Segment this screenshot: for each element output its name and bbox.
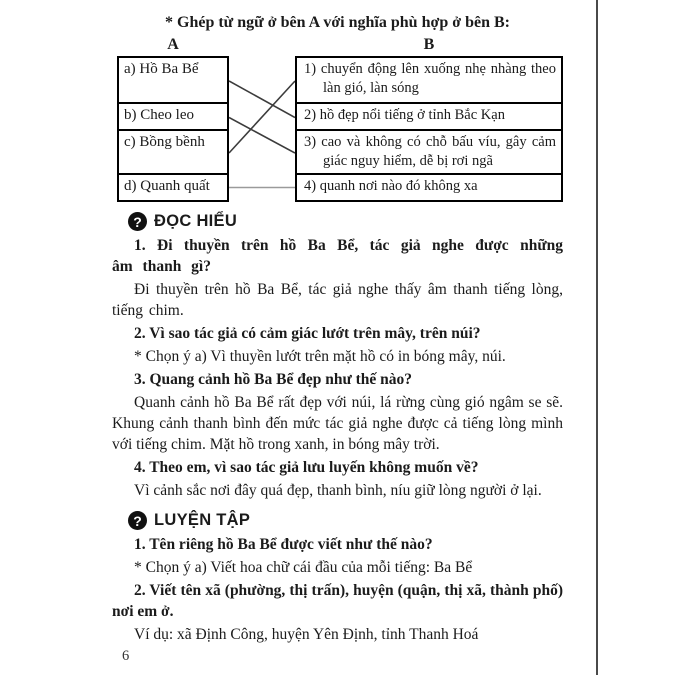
question-mark-icon (128, 511, 147, 530)
practice-answer-1: * Chọn ý a) Viết hoa chữ cái đầu của mỗi tiếng: Ba Bể (134, 559, 473, 576)
section-heading-label: LUYỆN TẬP (154, 511, 251, 529)
matching-column-headers (117, 36, 563, 56)
match-item-b4: 4) quanh nơi nào đó không xa (304, 178, 478, 194)
match-item-a1: a) Hồ Ba Bể (119, 58, 227, 104)
reading-answer-1: Đi thuyền trên hồ Ba Bể, tác giả nghe thấy âm thanh tiếng lòng, tiếng chim. (112, 281, 563, 319)
match-item-a3: c) Bồng bềnh (119, 131, 227, 175)
section-heading-doc-hieu (128, 212, 563, 231)
practice-question-2: 2. Viết tên xã (phường, thị trấn), huyện (quận, thị xã, thành phố) nơi em ở. (112, 582, 563, 620)
column-a (117, 56, 229, 202)
connector-lines (229, 58, 295, 204)
reading-question-3: 3. Quang cảnh hồ Ba Bể đẹp như thế nào? (134, 371, 413, 388)
header-spacer (229, 36, 295, 56)
matching-exercise (117, 36, 563, 202)
section-heading-label: ĐỌC HIỂU (154, 212, 238, 230)
match-item-a2: b) Cheo leo (119, 104, 227, 131)
page-edge-line (596, 0, 598, 675)
question-mark-icon (128, 212, 147, 231)
practice-example: Ví dụ: xã Định Công, huyện Yên Định, tỉnh Thanh Hoá (134, 626, 479, 643)
page-number: 6 (122, 648, 130, 664)
reading-question-2: 2. Vì sao tác giả có cảm giác lướt trên mây, trên núi? (134, 325, 481, 342)
section-heading-luyen-tap (128, 511, 563, 530)
reading-answer-2: * Chọn ý a) Vì thuyền lướt trên mặt hồ có in bóng mây, núi. (134, 348, 506, 365)
reading-answer-3: Quanh cảnh hồ Ba Bể rất đẹp với núi, lá rừng cùng gió ngâm se sẽ. Khung cảnh thanh bình đến mức tác giả nghe được cả tiếng lòng mình với tiếng chim. Mặt hồ trong xanh, in bóng mây trời. (112, 394, 563, 453)
reading-question-4: 4. Theo em, vì sao tác giả lưu luyến không muốn về? (134, 459, 479, 476)
column-b (295, 56, 563, 202)
match-item-b3: 3) cao và không có chỗ bấu víu, gây cảm giác nguy hiểm, dễ bị rơi ngã (297, 131, 561, 175)
reading-question-1: 1. Đi thuyền trên hồ Ba Bể, tác giả nghe được những âm thanh gì? (112, 237, 563, 275)
reading-answer-4: Vì cảnh sắc nơi đây quá đẹp, thanh bình, níu giữ lòng người ở lại. (134, 482, 542, 499)
column-b-header: B (423, 36, 435, 53)
column-a-header: A (167, 36, 179, 53)
practice-question-1: 1. Tên riêng hồ Ba Bể được viết như thế nào? (134, 536, 433, 553)
match-connector-area (229, 56, 295, 202)
match-item-b2: 2) hồ đẹp nổi tiếng ở tỉnh Bắc Kạn (297, 104, 561, 131)
match-item-a4: d) Quanh quất (124, 178, 210, 194)
match-item-b1: 1) chuyển động lên xuống nhẹ nhàng theo làn gió, làn sóng (297, 58, 561, 104)
exercise-title: * Ghép từ ngữ ở bên A với nghĩa phù hợp ở bên B: (165, 14, 510, 31)
matching-table (117, 56, 563, 202)
